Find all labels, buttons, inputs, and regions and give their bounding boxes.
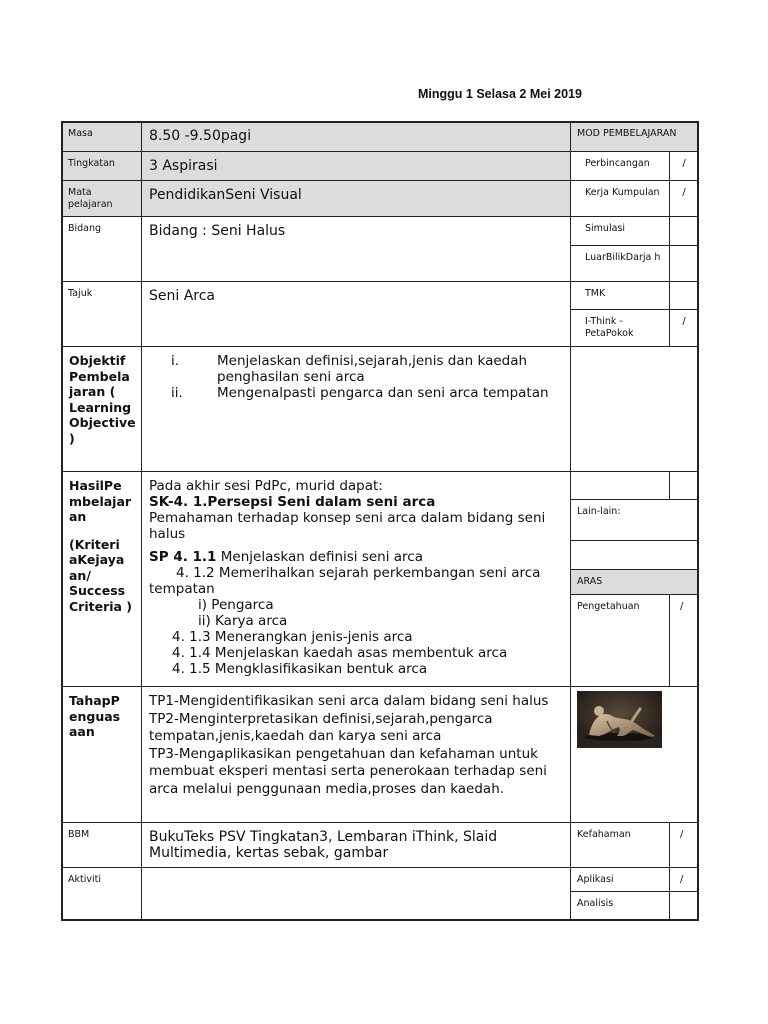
objektif-item-text: Menjelaskan definisi,sejarah,jenis dan kaedah penghasilan seni arca — [217, 353, 528, 385]
mod-tmk-mark — [669, 281, 698, 309]
aras-pengetahuan-label: Pengetahuan — [570, 594, 669, 686]
label-mata-pelajaran: Mata pelajaran — [61, 180, 141, 216]
label-hasil-line2: (Kriteri aKejaya an/ Success Criteria ) — [69, 536, 133, 614]
objektif-list — [149, 353, 563, 401]
mod-simulasi-mark — [669, 216, 698, 245]
hasil-sp2b: ii) Karya arca — [198, 613, 288, 629]
hasil-intro: Pada akhir sesi PdPc, murid dapat: — [149, 478, 383, 494]
aras-aplikasi-label: Aplikasi — [570, 867, 669, 891]
label-hasil-line1: HasilPe mbelajar an — [69, 478, 132, 524]
label-bidang: Bidang — [61, 216, 141, 281]
value-aktiviti — [141, 867, 570, 920]
hasil-sp5: 4. 1.5 Mengklasifikasikan bentuk arca — [172, 661, 428, 677]
side-blank-b — [669, 471, 698, 499]
aras-kefahaman-label: Kefahaman — [570, 822, 669, 867]
hasil-sk: SK-4. 1.Persepsi Seni dalam seni arca — [149, 494, 436, 510]
table-border-top — [61, 121, 699, 123]
mod-ithink-mark: / — [669, 309, 698, 346]
objektif-item — [149, 385, 563, 401]
hasil-sp2: 4. 1.2 Memerihalkan sejarah perkembangan seni arca tempatan — [149, 565, 541, 597]
mod-lain-lain-label: Lain-lain: — [570, 499, 698, 540]
hasil-sp3: 4. 1.3 Menerangkan jenis-jenis arca — [172, 629, 413, 645]
table-border-right — [697, 121, 699, 921]
table-border-bottom — [61, 919, 699, 921]
mod-perbincangan-label: Perbincangan — [570, 151, 669, 180]
reclining-sculpture-photo — [577, 691, 662, 748]
label-tingkatan: Tingkatan — [61, 151, 141, 180]
mod-kerja-kumpulan-label: Kerja Kumpulan — [570, 180, 669, 216]
hasil-sp1 — [149, 549, 563, 565]
side-blank-objektif — [570, 346, 698, 471]
tahap-content — [141, 686, 570, 822]
label-hasil-pembelajaran — [61, 471, 141, 686]
side-blank-c — [570, 540, 698, 569]
label-tajuk: Tajuk — [61, 281, 141, 346]
aras-pengetahuan-mark: / — [669, 594, 698, 686]
lesson-date-header: Minggu 1 Selasa 2 Mei 2019 — [418, 87, 582, 101]
objektif-item — [149, 353, 563, 385]
mod-luar-bilik-label: LuarBilikDarja h — [570, 245, 669, 281]
value-bbm: BukuTeks PSV Tingkatan3, Lembaran iThink, Slaid Multimedia, kertas sebak, gambar — [141, 822, 570, 867]
side-blank-a — [570, 471, 669, 499]
aras-title: ARAS — [570, 569, 698, 594]
aras-aplikasi-mark: / — [669, 867, 698, 891]
value-tingkatan: 3 Aspirasi — [141, 151, 570, 180]
value-bidang: Bidang : Seni Halus — [141, 216, 570, 281]
objektif-item-number: ii. — [171, 385, 183, 401]
objektif-item-number: i. — [171, 353, 180, 369]
hasil-sk-desc: Pemahaman terhadap konsep seni arca dalam bidang seni halus — [149, 510, 546, 542]
hasil-sp1-text: Menjelaskan definisi seni arca — [216, 549, 424, 565]
tahap-tp2: TP2-Menginterpretasikan definisi,sejarah,pengarca tempatan,jenis,kaedah dan karya seni arca — [149, 710, 493, 745]
aras-analisis-mark — [669, 891, 698, 920]
label-bbm: BBM — [61, 822, 141, 867]
aras-analisis-label: Analisis — [570, 891, 669, 920]
tahap-tp3: TP3-Mengaplikasikan pengetahuan dan kefahaman untuk membuat eksperi mentasi serta penerokaan terhadap seni arca melalui penggunaan media,proses dan kaedah. — [149, 745, 547, 797]
tahap-tp1: TP1-Mengidentifikasikan seni arca dalam bidang seni halus — [149, 693, 549, 709]
label-objektif: Objektif Pembela jaran ( Learning Objective ) — [61, 346, 141, 471]
hasil-sp4: 4. 1.4 Menjelaskan kaedah asas membentuk arca — [172, 645, 508, 661]
hasil-sp1-code: SP 4. 1.1 — [149, 549, 217, 565]
objektif-content — [141, 346, 570, 471]
label-tahap-penguasaan: TahapP enguas aan — [61, 686, 141, 822]
mod-simulasi-label: Simulasi — [570, 216, 669, 245]
label-aktiviti: Aktiviti — [61, 867, 141, 920]
objektif-item-text: Mengenalpasti pengarca dan seni arca tempatan — [217, 385, 549, 401]
aras-kefahaman-mark: / — [669, 822, 698, 867]
mod-luar-bilik-mark — [669, 245, 698, 281]
label-masa: Masa — [61, 121, 141, 151]
hasil-sp2a: i) Pengarca — [198, 597, 274, 613]
hasil-content — [141, 471, 570, 686]
mod-perbincangan-mark: / — [669, 151, 698, 180]
value-masa: 8.50 -9.50pagi — [141, 121, 570, 151]
mod-pembelajaran-title: MOD PEMBELAJARAN — [570, 121, 698, 151]
mod-kerja-kumpulan-mark: / — [669, 180, 698, 216]
mod-tmk-label: TMK — [570, 281, 669, 309]
value-mata-pelajaran: PendidikanSeni Visual — [141, 180, 570, 216]
mod-ithink-label: I-Think - PetaPokok — [570, 309, 669, 346]
table-border-left — [61, 121, 63, 921]
value-tajuk: Seni Arca — [141, 281, 570, 346]
